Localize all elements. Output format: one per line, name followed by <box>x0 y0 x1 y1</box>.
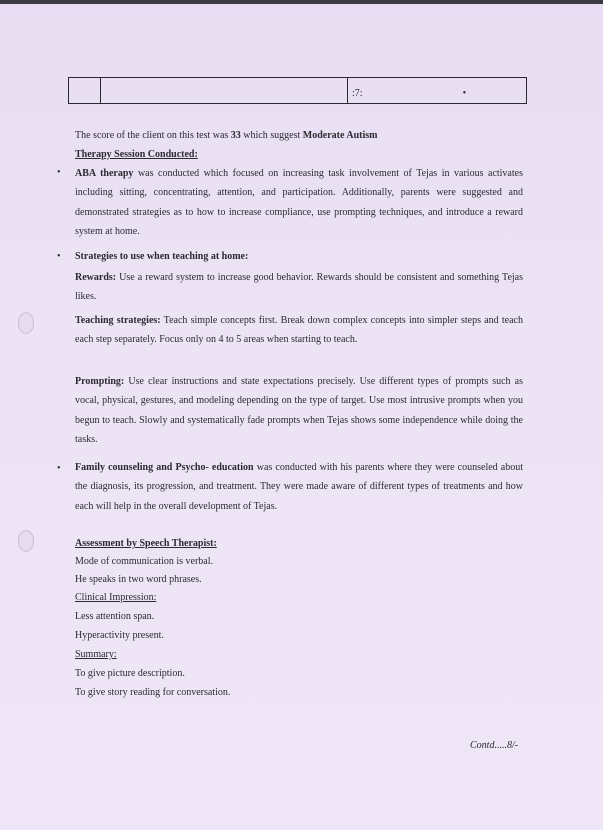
bullet-family: • <box>57 463 61 474</box>
family-text: was conducted with his parents where they were counseled about the diagnosis, its progression, and treatment. They were made aware of different types of treatments and how each will help in the overall development of Tejas. <box>75 462 524 512</box>
table-row <box>68 77 527 104</box>
clinical-impression-heading: Clinical Impression: <box>75 592 157 603</box>
scan-top-edge <box>0 0 603 4</box>
score-result: Moderate Autism <box>302 130 378 141</box>
table-cell-3-mark: • <box>462 88 467 99</box>
table-cell-1 <box>69 78 101 103</box>
score-prefix: The score of the client on this test was <box>75 130 229 141</box>
teaching-title: Teaching strategies: <box>75 315 161 326</box>
prompting-title: Prompting: <box>75 376 125 387</box>
aba-paragraph <box>75 164 523 242</box>
prompting-paragraph <box>75 372 523 450</box>
table-cell-2 <box>101 78 348 103</box>
strategies-heading-text: Strategies to use when teaching at home: <box>75 251 249 262</box>
speech-heading <box>75 535 217 553</box>
bullet-aba: • <box>57 167 61 178</box>
table-cell-3 <box>348 78 526 103</box>
punch-hole-bottom <box>18 530 34 552</box>
strategies-heading <box>75 247 523 266</box>
teaching-text: Teach simple concepts first. Break down complex concepts into simpler steps and teach each step separately. Focus only on 4 to 5 areas when starting to teach. <box>75 315 523 346</box>
therapy-heading-text: Therapy Session Conducted: <box>75 149 198 160</box>
table-cell-3-text: :7: <box>352 88 363 99</box>
continued-note: Contd.....8/- <box>470 740 519 751</box>
rewards-title: Rewards: <box>75 272 117 283</box>
speech-line-3: Less attention span. <box>75 611 155 622</box>
aba-text: was conducted which focused on increasing task involvement of Tejas in various activates including sitting, concentrating, attention, and participation. Additionally, parents were suggested and demonstrated strategies as to how to increase compliance, use prompting techniques, and introduce a reward system at home. <box>75 168 523 238</box>
aba-title: ABA therapy <box>75 168 134 179</box>
speech-line-6: To give story reading for conversation. <box>75 687 231 698</box>
summary-heading: Summary: <box>75 649 117 660</box>
speech-line-4: Hyperactivity present. <box>75 630 164 641</box>
score-value: 33 <box>230 130 241 141</box>
rewards-paragraph <box>75 268 523 307</box>
bullet-strategies: • <box>57 251 61 262</box>
speech-line-5: To give picture description. <box>75 668 185 679</box>
punch-hole-top <box>18 312 34 334</box>
prompting-text: Use clear instructions and state expectations precisely. Use different types of prompts such as vocal, physical, gestures, and modeling depending on the type of target. Use most intrusive prompts when you begun to teach. Slowly and systematically fade prompts when Tejas shows some independence while doing the tasks. <box>75 376 523 446</box>
family-paragraph <box>75 458 523 516</box>
score-middle: which suggest <box>243 130 301 141</box>
score-line <box>75 127 377 145</box>
speech-line-1: Mode of communication is verbal. <box>75 556 214 567</box>
speech-heading-text: Assessment by Speech Therapist: <box>75 538 217 549</box>
rewards-text: Use a reward system to increase good behavior. Rewards should be consistent and something Tejas likes. <box>75 272 523 303</box>
therapy-heading <box>75 146 198 164</box>
speech-line-2: He speaks in two word phrases. <box>75 574 202 585</box>
family-title: Family counseling and Psycho- education <box>75 462 254 473</box>
teaching-paragraph <box>75 311 523 350</box>
